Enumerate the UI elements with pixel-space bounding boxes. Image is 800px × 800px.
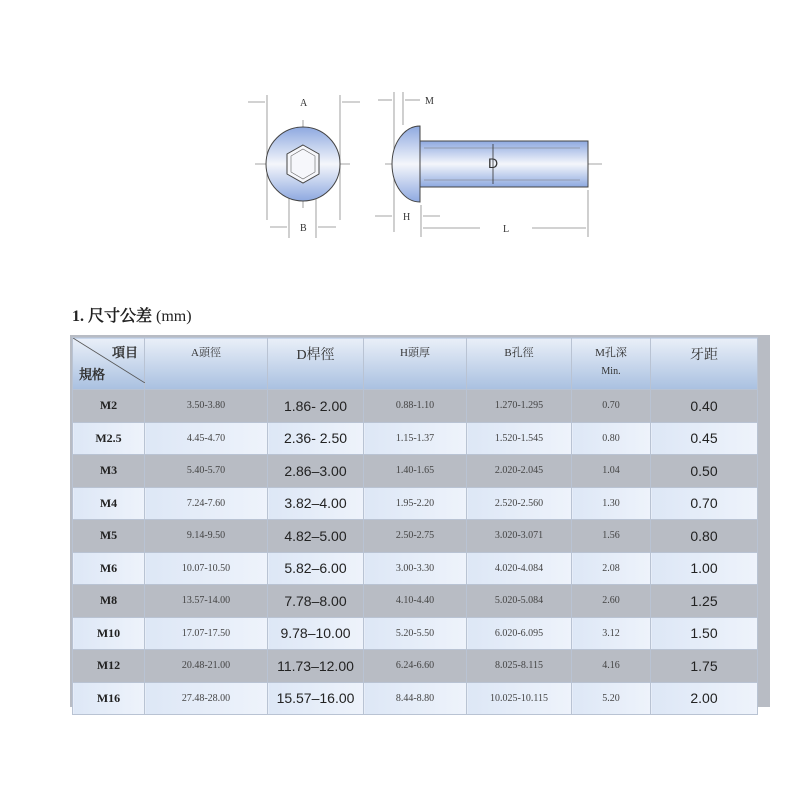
section-title-unit: (mm) [156,308,192,325]
d-cell: 1.86- 2.00 [268,390,364,423]
d-cell: 7.78–8.00 [268,585,364,618]
h-cell: 1.95-2.20 [364,487,467,520]
spec-cell: M2 [73,390,145,423]
header-a: A頭徑 [145,338,268,390]
section-title-main: 1. 尺寸公差 [72,308,153,325]
d-cell: 2.86–3.00 [268,455,364,488]
table-row [73,650,758,683]
m-cell: 4.16 [572,650,651,683]
h-cell: 3.00-3.30 [364,552,467,585]
a-cell: 7.24-7.60 [145,487,268,520]
corner-top-label: 項目 [111,345,138,360]
label-h: H [403,212,411,223]
pitch-cell: 1.75 [651,650,758,683]
a-cell: 4.45-4.70 [145,422,268,455]
h-cell: 0.88-1.10 [364,390,467,423]
d-cell: 3.82–4.00 [268,487,364,520]
d-cell: 5.82–6.00 [268,552,364,585]
d-cell: 2.36- 2.50 [268,422,364,455]
label-l: L [503,224,510,235]
table-row [73,617,758,650]
header-pitch: 牙距 [651,338,758,390]
pitch-cell: 0.50 [651,455,758,488]
header-h: H頭厚 [364,338,467,390]
pitch-cell: 0.45 [651,422,758,455]
b-cell: 2.520-2.560 [467,487,572,520]
h-cell: 1.40-1.65 [364,455,467,488]
spec-cell: M3 [73,455,145,488]
table-row [73,585,758,618]
b-cell: 1.520-1.545 [467,422,572,455]
pitch-cell: 1.25 [651,585,758,618]
corner-header [73,338,145,390]
pitch-cell: 0.70 [651,487,758,520]
label-a: A [300,98,308,109]
a-cell: 5.40-5.70 [145,455,268,488]
pitch-cell: 0.40 [651,390,758,423]
h-cell: 2.50-2.75 [364,520,467,553]
m-cell: 1.30 [572,487,651,520]
d-cell: 4.82–5.00 [268,520,364,553]
pitch-cell: 0.80 [651,520,758,553]
spec-cell: M8 [73,585,145,618]
a-cell: 3.50-3.80 [145,390,268,423]
header-m-sub: Min. [601,366,621,377]
table-row [73,455,758,488]
a-cell: 17.07-17.50 [145,617,268,650]
a-cell: 13.57-14.00 [145,585,268,618]
spec-cell: M16 [73,682,145,715]
b-cell: 10.025-10.115 [467,682,572,715]
b-cell: 2.020-2.045 [467,455,572,488]
table-row [73,552,758,585]
label-b: B [300,223,307,234]
d-cell: 11.73–12.00 [268,650,364,683]
pitch-cell: 1.50 [651,617,758,650]
table-row [73,520,758,553]
b-cell: 8.025-8.115 [467,650,572,683]
m-cell: 2.60 [572,585,651,618]
spec-cell: M6 [73,552,145,585]
dimension-table [72,337,758,715]
a-cell: 9.14-9.50 [145,520,268,553]
header-m-label: M孔深 [595,347,627,359]
spec-cell: M2.5 [73,422,145,455]
b-cell: 6.020-6.095 [467,617,572,650]
spec-cell: M4 [73,487,145,520]
a-cell: 10.07-10.50 [145,552,268,585]
m-cell: 1.56 [572,520,651,553]
h-cell: 4.10-4.40 [364,585,467,618]
b-cell: 3.020-3.071 [467,520,572,553]
label-d: D [488,155,499,171]
h-cell: 8.44-8.80 [364,682,467,715]
d-cell: 9.78–10.00 [268,617,364,650]
a-cell: 20.48-21.00 [145,650,268,683]
m-cell: 0.70 [572,390,651,423]
m-cell: 1.04 [572,455,651,488]
section-title [72,303,192,326]
screw-dimension-diagram [230,80,630,250]
d-cell: 15.57–16.00 [268,682,364,715]
m-cell: 2.08 [572,552,651,585]
a-cell: 27.48-28.00 [145,682,268,715]
pitch-cell: 2.00 [651,682,758,715]
m-cell: 0.80 [572,422,651,455]
m-cell: 3.12 [572,617,651,650]
spec-cell: M5 [73,520,145,553]
h-cell: 5.20-5.50 [364,617,467,650]
table-row [73,422,758,455]
corner-bottom-label: 規格 [79,367,106,382]
b-cell: 1.270-1.295 [467,390,572,423]
label-m: M [425,96,434,107]
h-cell: 1.15-1.37 [364,422,467,455]
header-m [572,338,651,390]
spec-cell: M12 [73,650,145,683]
spec-cell: M10 [73,617,145,650]
h-cell: 6.24-6.60 [364,650,467,683]
b-cell: 4.020-4.084 [467,552,572,585]
pitch-cell: 1.00 [651,552,758,585]
header-d: D桿徑 [268,338,364,390]
header-b: B孔徑 [467,338,572,390]
table-header-row [73,338,758,390]
table-row [73,390,758,423]
m-cell: 5.20 [572,682,651,715]
table-row [73,487,758,520]
table-row [73,682,758,715]
b-cell: 5.020-5.084 [467,585,572,618]
